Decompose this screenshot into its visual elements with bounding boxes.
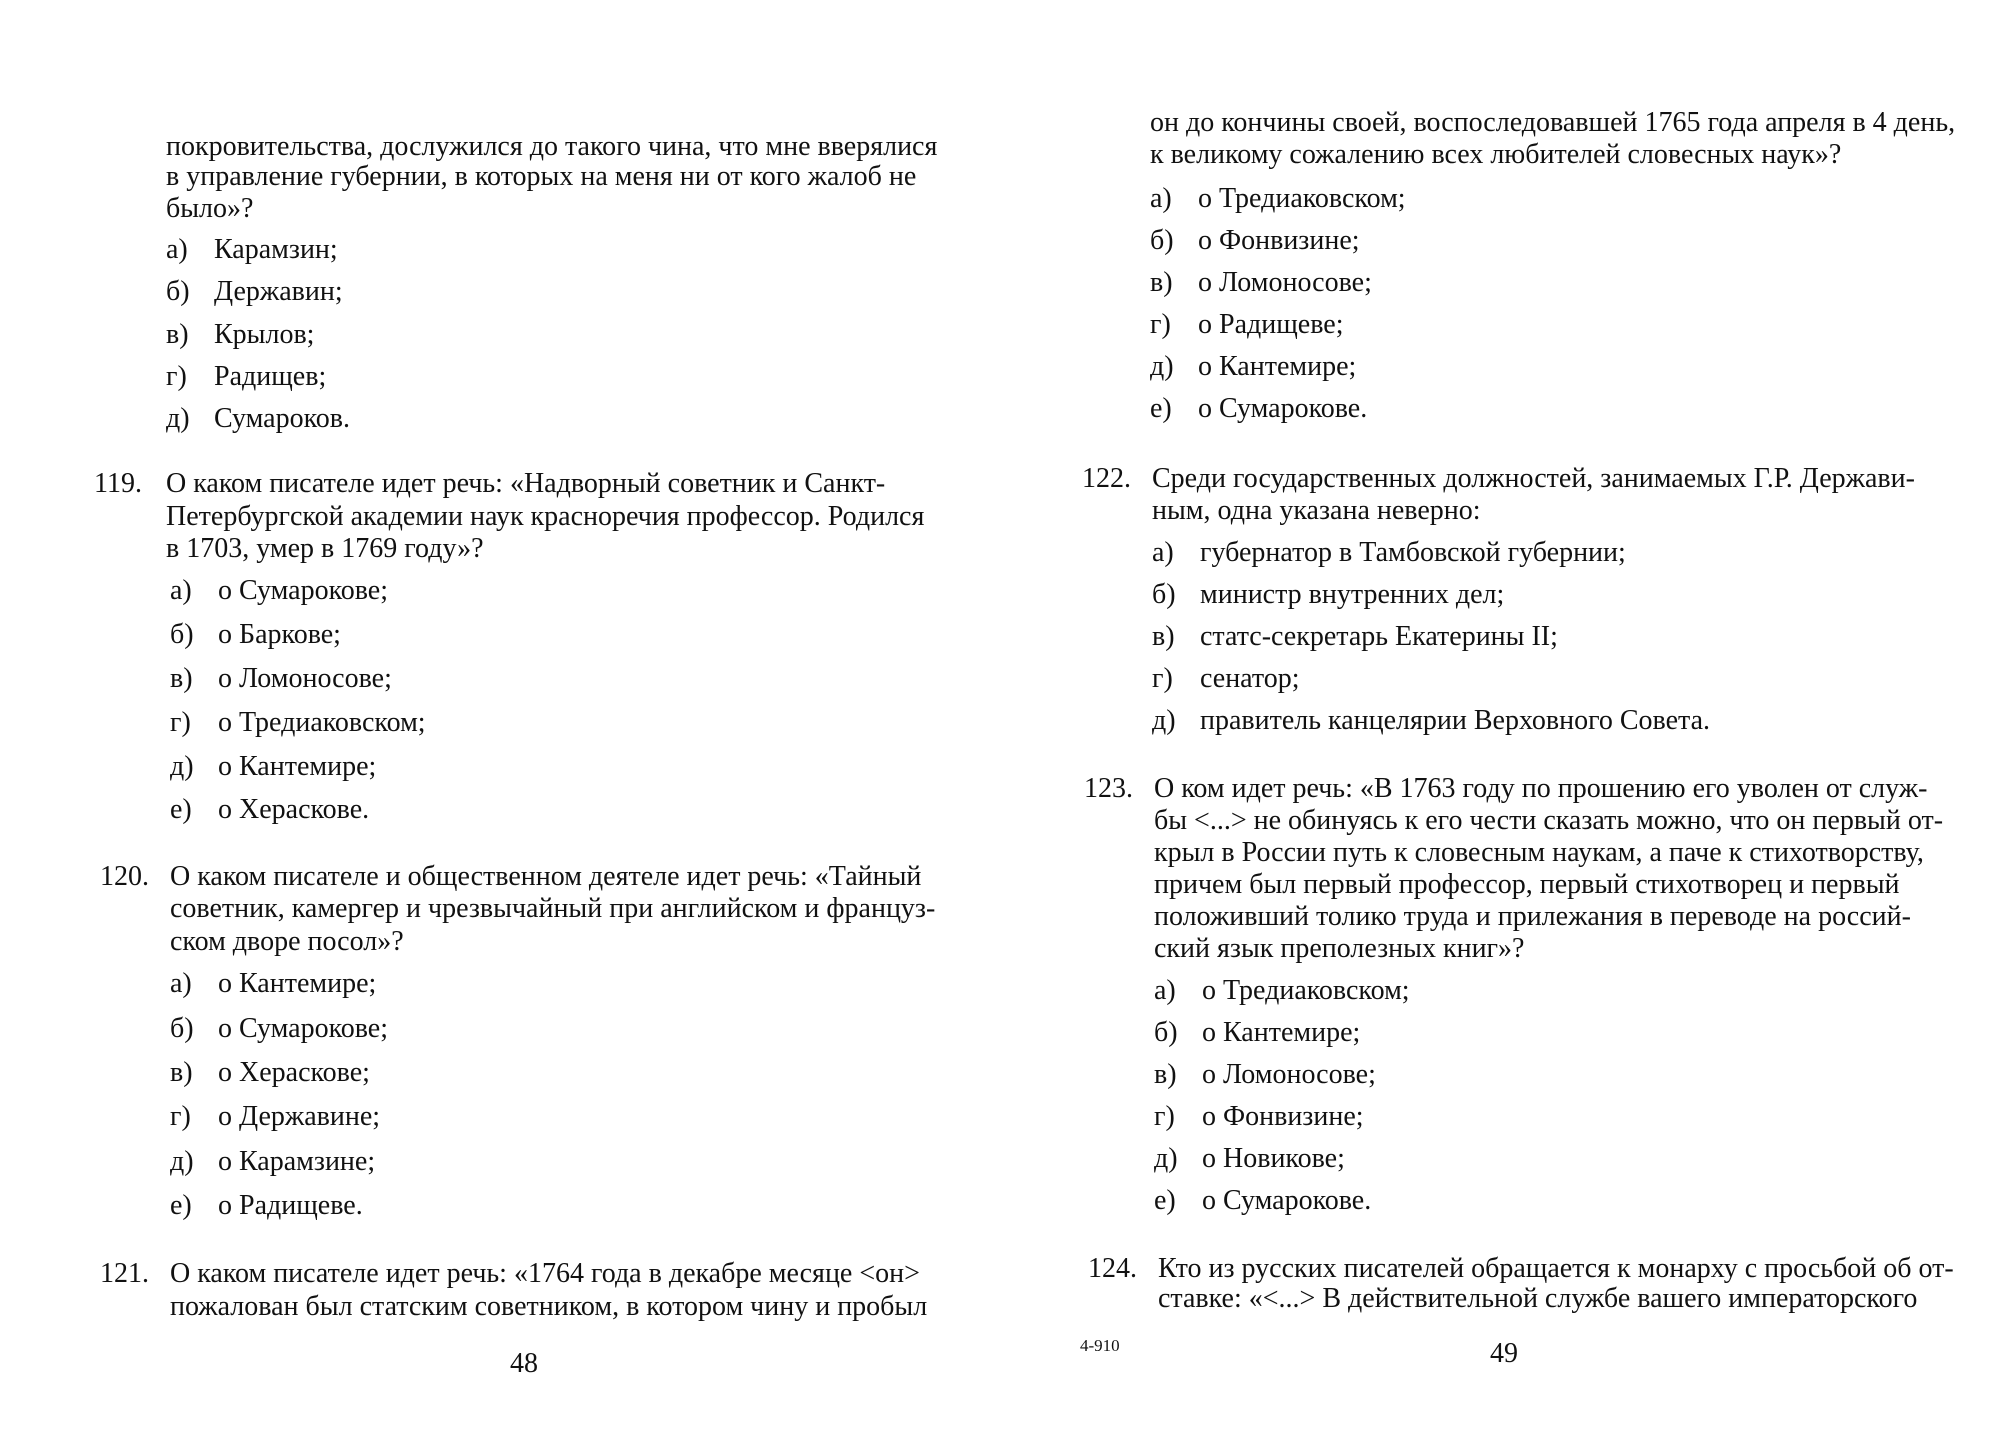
question-number-124: 124. [1088, 1253, 1137, 1284]
q123-line-3: крыл в России путь к словесным наукам, а паче к стихотворству, [1154, 837, 1924, 868]
q120-option-a [170, 967, 376, 1001]
q120-option-e [170, 1145, 375, 1179]
option-letter: а) [170, 575, 192, 606]
page-number-right: 49 [1490, 1338, 1518, 1369]
q121-line-2: пожалован был статским советником, в котором чину и пробыл [170, 1291, 928, 1322]
q119-option-d [170, 706, 426, 740]
option-letter: а) [170, 968, 192, 999]
option-letter: б) [166, 276, 190, 307]
option-text: министр внутренних дел; [1200, 579, 1505, 610]
option-letter: б) [170, 1013, 194, 1044]
option-text: статс-секретарь Екатерины II; [1200, 621, 1558, 652]
q120-option-b [170, 1012, 388, 1046]
option-letter: е) [1154, 1185, 1176, 1216]
q119-option-a [170, 574, 388, 608]
page-number-left: 48 [510, 1348, 538, 1379]
option-text: губернатор в Тамбовской губернии; [1200, 537, 1626, 568]
q119-option-e [170, 750, 376, 784]
option-letter: в) [1152, 621, 1175, 652]
q121-option-f [1150, 392, 1367, 426]
q123-line-6: ский язык преполезных книг»? [1154, 933, 1525, 964]
q121-option-c [1150, 266, 1372, 300]
q119-line-1: О каком писателе идет речь: «Надворный советник и Санкт- [166, 468, 886, 499]
option-letter: д) [170, 751, 194, 782]
q121-option-b [1150, 224, 1360, 258]
option-letter: г) [1152, 663, 1173, 694]
option-letter: в) [166, 319, 189, 350]
q123-option-c [1154, 1058, 1376, 1092]
q120-line-2: советник, камергер и чрезвычайный при английском и француз- [170, 893, 936, 924]
option-text: Крылов; [214, 319, 315, 350]
option-text: о Карамзине; [218, 1146, 376, 1177]
q122-option-a [1152, 536, 1626, 570]
option-letter: а) [1154, 975, 1176, 1006]
q120-line-1: О каком писателе и общественном деятеле идет речь: «Тайный [170, 861, 922, 892]
option-letter: г) [1150, 309, 1171, 340]
q122-option-e [1152, 704, 1710, 738]
option-text: о Фонвизине; [1202, 1101, 1364, 1132]
q121-option-e [1150, 350, 1356, 384]
q123-option-a [1154, 974, 1410, 1008]
option-letter: г) [170, 1101, 191, 1132]
q120-option-d [170, 1100, 380, 1134]
option-text: о Фонвизине; [1198, 225, 1360, 256]
option-text: о Тредиаковском; [218, 707, 426, 738]
q124-line-2: ставке: «<...> В действительной службе вашего императорского [1158, 1283, 1918, 1314]
q123-line-2: бы <...> не обинуясь к его чести сказать можно, что он первый от- [1154, 805, 1944, 836]
printer-signature: 4-910 [1080, 1336, 1120, 1355]
q118-option-a [166, 233, 338, 267]
option-letter: в) [170, 1057, 193, 1088]
q121-cont-line-2: к великому сожалению всех любителей словесных наук»? [1150, 139, 1842, 170]
option-text: о Тредиаковском; [1202, 975, 1410, 1006]
option-text: Радищев; [214, 361, 327, 392]
option-text: Сумароков. [214, 403, 350, 434]
q118-line-2: в управление губернии, в которых на меня ни от кого жалоб не [166, 161, 917, 192]
q121-line-1: О каком писателе идет речь: «1764 года в декабре месяце <он> [170, 1258, 920, 1289]
q123-line-5: положивший толико труда и прилежания в переводе на россий- [1154, 901, 1911, 932]
q122-option-d [1152, 662, 1300, 696]
option-text: о Сумарокове. [1202, 1185, 1372, 1216]
option-text: о Ломоносове; [218, 663, 392, 694]
q118-line-1: покровительства, дослужился до такого чина, что мне вверялися [166, 131, 938, 162]
option-text: о Кантемире; [218, 968, 377, 999]
option-letter: б) [170, 619, 194, 650]
q123-option-e [1154, 1142, 1345, 1176]
option-letter: а) [1152, 537, 1174, 568]
option-text: о Хераскове. [218, 794, 370, 825]
option-letter: д) [166, 403, 190, 434]
option-text: о Радищеве. [218, 1190, 363, 1221]
q119-line-2: Петербургской академии наук красноречия профессор. Родился [166, 501, 925, 532]
q122-line-1: Среди государственных должностей, занимаемых Г.Р. Держави- [1152, 463, 1915, 494]
option-letter: д) [1150, 351, 1174, 382]
q122-line-2: ным, одна указана неверно: [1152, 495, 1481, 526]
option-letter: в) [170, 663, 193, 694]
option-letter: б) [1152, 579, 1176, 610]
q123-line-4: причем был первый профессор, первый стихотворец и первый [1154, 869, 1900, 900]
q122-option-c [1152, 620, 1558, 654]
option-letter: д) [1154, 1143, 1178, 1174]
option-text: о Новикове; [1202, 1143, 1345, 1174]
option-text: о Хераскове; [218, 1057, 370, 1088]
option-letter: б) [1150, 225, 1174, 256]
option-letter: г) [170, 707, 191, 738]
option-text: о Тредиаковском; [1198, 183, 1406, 214]
q118-option-b [166, 275, 343, 309]
q123-line-1: О ком идет речь: «В 1763 году по прошению его уволен от служ- [1154, 773, 1928, 804]
option-letter: д) [170, 1146, 194, 1177]
question-number-119: 119. [94, 468, 142, 499]
q120-line-3: ском дворе посол»? [170, 926, 404, 957]
option-letter: б) [1154, 1017, 1178, 1048]
q118-line-3: было»? [166, 193, 254, 224]
q122-option-b [1152, 578, 1504, 612]
option-text: о Ломоносове; [1198, 267, 1372, 298]
option-text: о Баркове; [218, 619, 341, 650]
option-letter: г) [166, 361, 187, 392]
q119-option-c [170, 662, 392, 696]
question-number-122: 122. [1082, 463, 1131, 494]
q120-option-f [170, 1189, 363, 1223]
q118-option-c [166, 318, 314, 352]
option-letter: е) [170, 1190, 192, 1221]
option-text: Державин; [214, 276, 343, 307]
option-text: о Радищеве; [1198, 309, 1344, 340]
q118-option-d [166, 360, 326, 394]
q119-option-b [170, 618, 341, 652]
option-text: о Сумарокове; [218, 1013, 389, 1044]
option-text: о Кантемире; [218, 751, 377, 782]
right-page [1000, 0, 2000, 1456]
q121-option-a [1150, 182, 1406, 216]
option-letter: в) [1154, 1059, 1177, 1090]
option-letter: а) [166, 234, 188, 265]
q124-line-1: Кто из русских писателей обращается к монарху с просьбой об от- [1158, 1253, 1954, 1284]
option-text: о Сумарокове; [218, 575, 389, 606]
question-number-123: 123. [1084, 773, 1133, 804]
option-text: правитель канцелярии Верховного Совета. [1200, 705, 1711, 736]
q123-option-b [1154, 1016, 1360, 1050]
option-text: о Державине; [218, 1101, 381, 1132]
q123-option-f [1154, 1184, 1371, 1218]
option-letter: е) [170, 794, 192, 825]
question-number-121: 121. [100, 1258, 149, 1289]
q119-line-3: в 1703, умер в 1769 году»? [166, 533, 484, 564]
option-text: Карамзин; [214, 234, 338, 265]
q121-option-d [1150, 308, 1343, 342]
q121-cont-line-1: он до кончины своей, воспоследовавшей 1765 года апреля в 4 день, [1150, 107, 1956, 138]
option-letter: а) [1150, 183, 1172, 214]
option-text: о Ломоносове; [1202, 1059, 1376, 1090]
q120-option-c [170, 1056, 370, 1090]
option-text: о Кантемире; [1202, 1017, 1361, 1048]
option-letter: г) [1154, 1101, 1175, 1132]
q123-option-d [1154, 1100, 1364, 1134]
option-text: сенатор; [1200, 663, 1300, 694]
option-letter: в) [1150, 267, 1173, 298]
q118-option-e [166, 402, 350, 436]
q119-option-f [170, 793, 369, 827]
option-letter: д) [1152, 705, 1176, 736]
option-text: о Кантемире; [1198, 351, 1357, 382]
question-number-120: 120. [100, 861, 149, 892]
option-text: о Сумарокове. [1198, 393, 1368, 424]
option-letter: е) [1150, 393, 1172, 424]
